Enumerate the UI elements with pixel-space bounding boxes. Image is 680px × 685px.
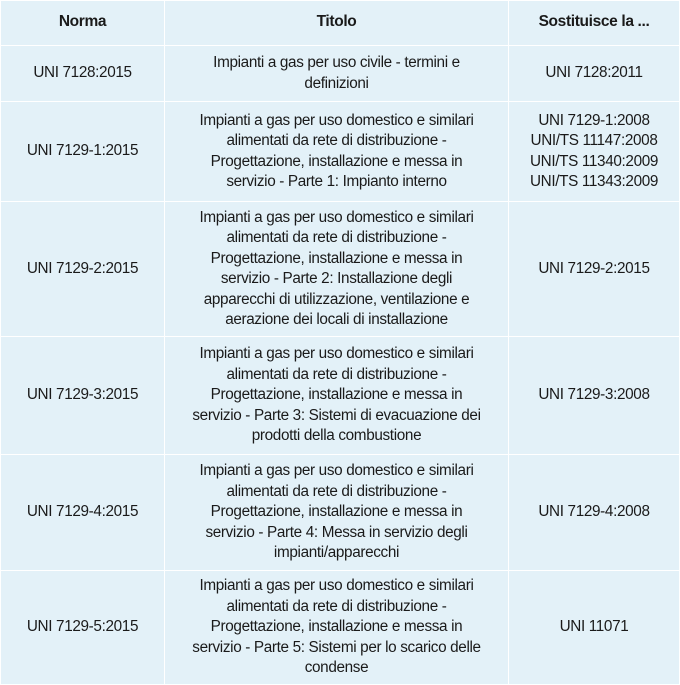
cell-titolo [165, 571, 509, 685]
header-sostituisce: Sostituisce la ... [509, 1, 680, 46]
titolo-line: servizio - Parte 5: Sistemi per lo scarico delle [192, 638, 481, 656]
titolo-line: Progettazione, installazione e messa in [210, 386, 463, 404]
header-titolo: Titolo [165, 1, 509, 46]
cell-norma: UNI 7129-1:2015 [1, 102, 165, 202]
titolo-line: definizioni [304, 74, 369, 92]
titolo-line: servizio - Parte 2: Installazione degli [220, 270, 453, 287]
sostituisce-line: UNI 7129-2:2015 [538, 259, 650, 277]
cell-norma: UNI 7129-2:2015 [1, 202, 165, 337]
header-norma: Norma [1, 1, 165, 46]
cell-sostituisce [509, 46, 680, 102]
titolo-line: Impianti a gas per uso domestico e similari [199, 577, 474, 595]
titolo-line: apparecchi di utilizzazione, ventilazione e [203, 290, 470, 308]
titolo-line: alimentati da rete di distribuzione - [226, 229, 447, 246]
cell-sostituisce [509, 102, 680, 202]
cell-titolo [165, 102, 509, 202]
table-row [1, 455, 680, 571]
sostituisce-line: UNI 11071 [559, 618, 629, 636]
table-row [1, 571, 680, 685]
sostituisce-line: UNI/TS 11147:2008 [530, 132, 658, 149]
table-row [1, 337, 680, 455]
titolo-line: Impianti a gas per uso domestico e similari [199, 111, 474, 129]
titolo-line: alimentati da rete di distribuzione - [226, 365, 447, 383]
titolo-line: alimentati da rete di distribuzione - [226, 132, 447, 149]
titolo-line: servizio - Parte 1: Impianto interno [226, 173, 447, 190]
titolo-line: Progettazione, installazione e messa in [210, 503, 463, 521]
sostituisce-line: UNI/TS 11343:2009 [529, 173, 659, 190]
table-row [1, 46, 680, 102]
titolo-line: alimentati da rete di distribuzione - [226, 482, 447, 500]
cell-norma: UNI 7129-4:2015 [1, 455, 165, 571]
sostituisce-line: UNI 7128:2011 [545, 64, 643, 82]
cell-norma: UNI 7128:2015 [1, 46, 165, 102]
table-row [1, 102, 680, 202]
cell-sostituisce [509, 571, 680, 685]
titolo-line: Progettazione, installazione e messa in [210, 249, 463, 267]
titolo-line: impianti/apparecchi [273, 544, 400, 562]
cell-titolo [165, 46, 509, 102]
titolo-line: Impianti a gas per uso civile - termini e [213, 54, 460, 71]
titolo-line: Progettazione, installazione e messa in [210, 152, 463, 170]
titolo-line: Progettazione, installazione e messa in [210, 618, 463, 636]
titolo-line: servizio - Parte 3: Sistemi di evacuazione dei [192, 406, 481, 424]
titolo-line: Impianti a gas per uso domestico e similari [199, 462, 474, 480]
titolo-line: Impianti a gas per uso domestico e similari [199, 208, 474, 226]
table-row [1, 202, 680, 337]
sostituisce-line: UNI/TS 11340:2009 [529, 152, 659, 170]
cell-norma: UNI 7129-3:2015 [1, 337, 165, 455]
titolo-line: prodotti della combustione [251, 427, 422, 445]
titolo-line: condense [304, 659, 369, 677]
cell-sostituisce [509, 337, 680, 455]
titolo-line: Impianti a gas per uso domestico e similari [199, 345, 474, 363]
cell-norma: UNI 7129-5:2015 [1, 571, 165, 685]
cell-titolo [165, 202, 509, 337]
cell-titolo [165, 337, 509, 455]
sostituisce-line: UNI 7129-4:2008 [538, 503, 650, 521]
cell-titolo [165, 455, 509, 571]
titolo-line: servizio - Parte 4: Messa in servizio degli [205, 523, 468, 541]
titolo-line: aerazione dei locali di installazione [225, 311, 448, 328]
sostituisce-line: UNI 7129-1:2008 [538, 111, 650, 129]
header-row [1, 1, 680, 46]
sostituisce-line: UNI 7129-3:2008 [538, 386, 650, 404]
cell-sostituisce [509, 202, 680, 337]
cell-sostituisce [509, 455, 680, 571]
titolo-line: alimentati da rete di distribuzione - [226, 597, 447, 615]
